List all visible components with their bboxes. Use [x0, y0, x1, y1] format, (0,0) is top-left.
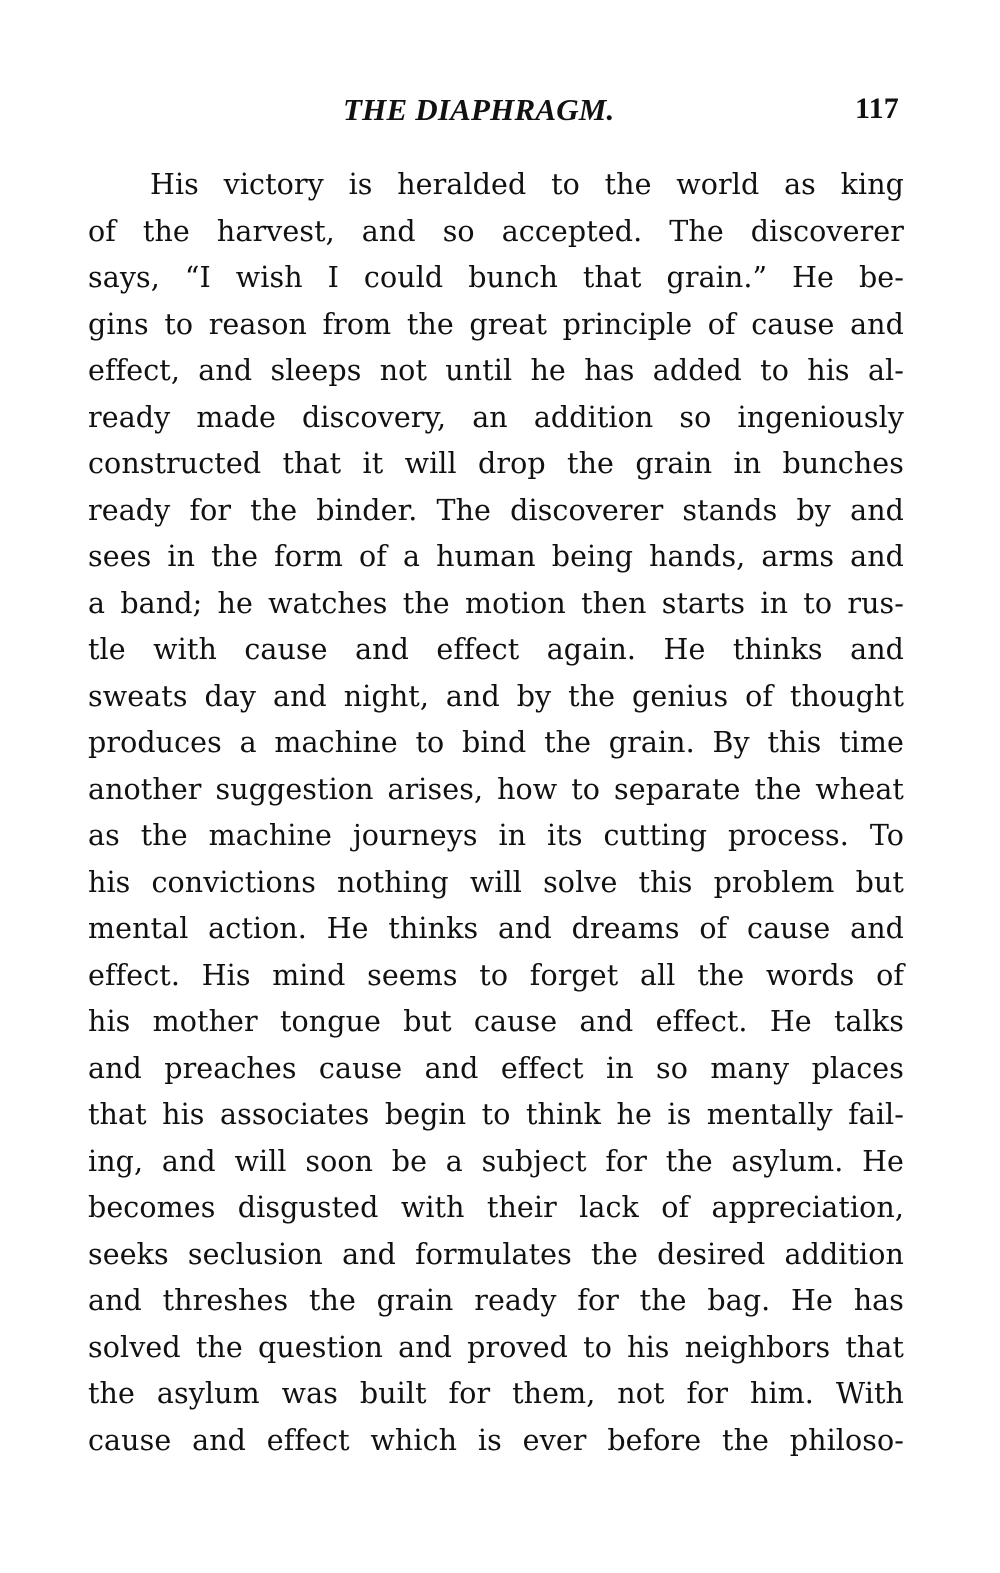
text-line: becomes disgusted with their lack of appreciation,: [88, 1191, 904, 1224]
text-line: as the machine journeys in its cutting process. To: [88, 819, 904, 852]
text-line: says, “I wish I could bunch that grain.” He be-: [88, 261, 904, 294]
running-head: [88, 92, 903, 134]
running-title: THE DIAPHRAGM.: [343, 92, 615, 127]
text-line: constructed that it will drop the grain in bunches: [88, 447, 904, 480]
text-line: seeks seclusion and formulates the desired addition: [88, 1237, 904, 1271]
text-line: his convictions nothing will solve this problem but: [88, 865, 904, 899]
text-line: gins to reason from the great principle of cause and: [88, 307, 904, 341]
text-line: ing, and will soon be a subject for the asylum. He: [88, 1144, 904, 1178]
text-line: another suggestion arises, how to separate the wheat: [88, 772, 904, 806]
text-line: mental action. He thinks and dreams of cause and: [88, 912, 904, 945]
text-line: cause and effect which is ever before the philoso-: [88, 1423, 904, 1457]
text-line: the asylum was built for them, not for him. With: [88, 1377, 904, 1410]
text-line: ready for the binder. The discoverer stands by and: [88, 493, 904, 527]
text-line: that his associates begin to think he is mentally fail-: [88, 1098, 904, 1131]
text-line: sees in the form of a human being hands, arms and: [88, 540, 904, 573]
text-line: tle with cause and effect again. He thinks and: [88, 633, 904, 666]
text-line: his mother tongue but cause and effect. He talks: [88, 1005, 904, 1038]
text-line: sweats day and night, and by the genius of thought: [88, 679, 904, 713]
text-line: solved the question and proved to his neighbors that: [88, 1330, 904, 1364]
text-line: produces a machine to bind the grain. By this time: [88, 726, 904, 759]
body-paragraph: [88, 162, 904, 1464]
text-line: ready made discovery, an addition so ingeniously: [88, 400, 904, 434]
text-line: and threshes the grain ready for the bag. He has: [88, 1284, 904, 1317]
page-number: 117: [855, 92, 899, 125]
text-line: effect, and sleeps not until he has added to his al-: [88, 354, 904, 387]
text-line: and preaches cause and effect in so many places: [88, 1051, 904, 1085]
text-line: His victory is heralded to the world as king: [150, 168, 904, 201]
text-line: of the harvest, and so accepted. The discoverer: [88, 214, 904, 248]
text-line: a band; he watches the motion then starts in to rus-: [88, 586, 904, 620]
text-line: effect. His mind seems to forget all the words of: [88, 958, 904, 992]
